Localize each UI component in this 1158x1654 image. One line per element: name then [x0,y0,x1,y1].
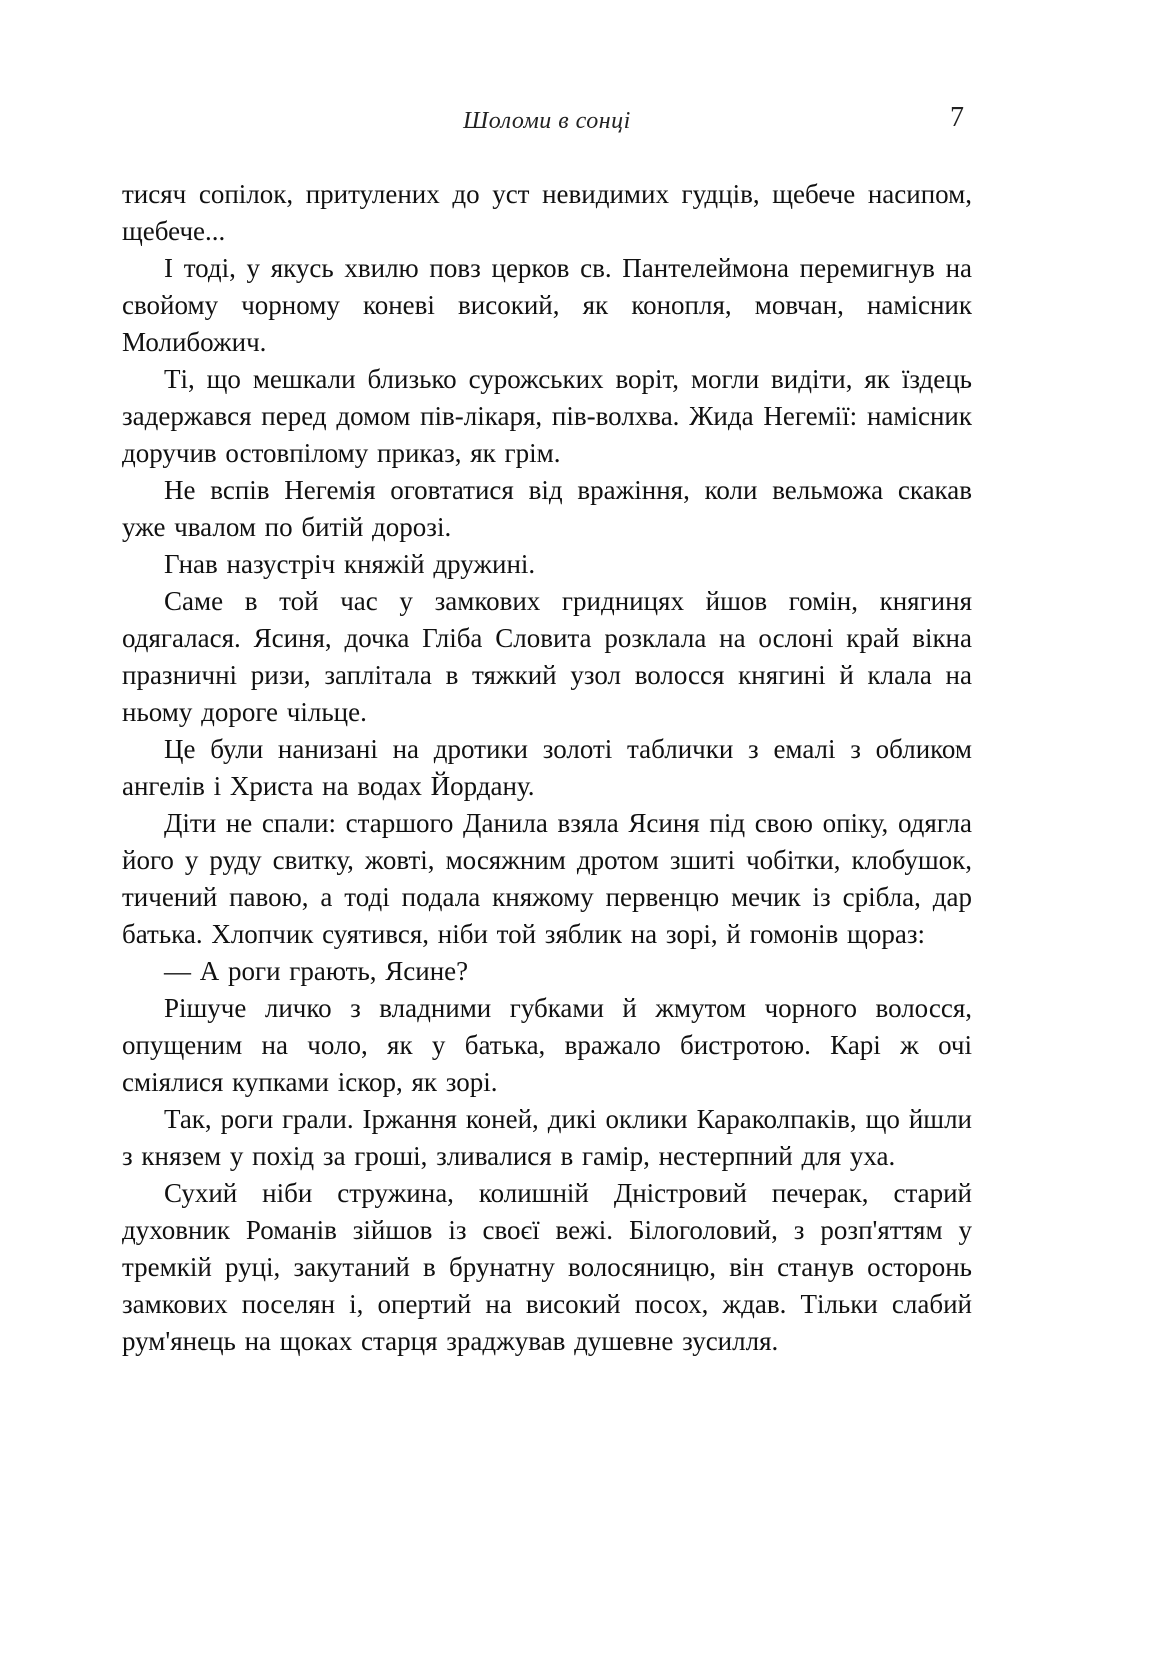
paragraph: тисяч сопілок, притулених до уст невидимих гудців, щебече насипом, щебече... [122,179,972,246]
paragraph: Ті, що мешкали близько сурожських воріт, могли видіти, як їздець задержався перед домом пів-лікаря, пів-волхва. Жида Негемії: намісник доручив остовпілому приказ, як грім. [122,364,972,468]
paragraph: І тоді, у якусь хвилю повз церков св. Пантелеймона перемигнув на свойому чорному коневі високий, як конопля, мовчан, намісник Молибожич. [122,253,972,357]
running-header [122,102,972,148]
paragraph: Гнав назустріч княжій дружині. [164,549,536,579]
page-content [122,102,972,1360]
running-header-title: Шоломи в сонці [463,108,631,134]
body-text [122,176,972,1360]
paragraph: Діти не спали: старшого Данила взяла Ясиня під свою опіку, одягла його у руду свитку, жовті, мосяжним дротом зшиті чобітки, клобушок, тичений павою, а тоді подала княжому первенцю мечик із срібла, дар батька. Хлопчик суятився, ніби той зяблик на зорі, й гомонів щораз: [122,808,972,949]
paragraph-dialogue: — А роги грають, Ясине? [164,956,469,986]
paragraph: Рішуче личко з владними губками й жмутом чорного волосся, опущеним на чоло, як у батька, вражало бистротою. Карі ж очі сміялися купками іскор, як зорі. [122,993,972,1097]
paragraph: Не вспів Негемія оговтатися від вражіння, коли вельможа скакав уже чвалом по битій дорозі. [122,475,972,542]
paragraph: Це були нанизані на дротики золоті таблички з емалі з обликом ангелів і Христа на водах Йордану. [122,734,972,801]
paragraph: Так, роги грали. Іржання коней, дикі оклики Караколпаків, що йшли з князем у похід за гроші, зливалися в гамір, нестерпний для уха. [122,1104,972,1171]
paragraph: Саме в той час у замкових гридницях йшов гомін, княгиня одягалася. Ясиня, дочка Гліба Словита розклала на ослоні край вікна празничні ризи, заплітала в тяжкий узол волосся княгині й клала на ньому дороге чільце. [122,586,972,727]
paragraph: Сухий ніби стружина, колишній Дністровий печерак, старий духовник Романів зійшов із своєї вежі. Білоголовий, з розп'яттям у тремкій руці, закутаний в брунатну волосяницю, він станув осторонь замкових поселян і, опертий на високий посох, ждав. Тільки слабий рум'янець на щоках старця зраджував душевне зусилля. [122,1178,972,1356]
page-number: 7 [950,102,964,133]
